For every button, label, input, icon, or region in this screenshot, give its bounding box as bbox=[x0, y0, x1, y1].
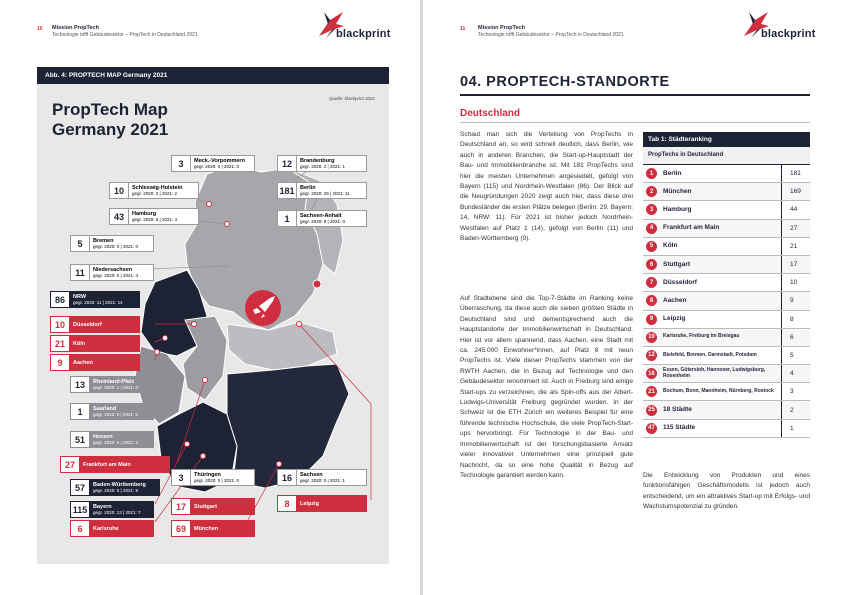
city-name: Bielefeld, Bremen, Darmstadt, Potsdam bbox=[663, 351, 757, 358]
label-region: Thüringen bbox=[194, 472, 221, 478]
label-count: 12 bbox=[278, 156, 297, 171]
label-count: 51 bbox=[71, 432, 90, 447]
label-region: Baden-Württemberg bbox=[93, 482, 146, 488]
label-founded: gegr. 2020: 0 | 2021: 1 bbox=[300, 478, 345, 483]
city-name: Karlsruhe, Freiburg im Breisgau bbox=[663, 333, 740, 340]
city-count: 27 bbox=[781, 220, 810, 237]
running-subtitle: Technologie trifft Gebäudesektor – PropTech in Deutschland 2021 bbox=[478, 32, 624, 38]
label-count: 17 bbox=[172, 499, 191, 514]
label-count: 10 bbox=[110, 183, 129, 198]
label-text bbox=[90, 432, 153, 447]
city-count: 3 bbox=[781, 383, 810, 400]
table-row bbox=[643, 329, 810, 347]
table-title: Tab 1: Städteranking bbox=[643, 132, 810, 147]
logo-text: blackprint bbox=[336, 28, 391, 40]
table-row bbox=[643, 401, 810, 419]
label-founded: gegr. 2020: 0 | 2021: 0 bbox=[93, 244, 138, 249]
blackprint-logo bbox=[741, 10, 841, 46]
label-text bbox=[297, 156, 366, 171]
city-name: Hamburg bbox=[663, 205, 692, 213]
label-region: Saarland bbox=[93, 406, 117, 412]
table-row bbox=[643, 365, 810, 383]
label-region: München bbox=[194, 525, 219, 532]
table-row bbox=[643, 347, 810, 365]
label-count: 1 bbox=[278, 211, 297, 226]
map-label bbox=[171, 498, 255, 515]
paragraph-2: Auf Stadtebene sind die Top-7-Städte im Ranking keine Überraschung, da diese auch die sieben größten Städte in Deutschland sind und dementsprechend auch die Hauptstandorte der Immobilienwirtschaft in Deutschland. Hier ist vor allem spannend, dass Aachen, eine Stadt mit ca. 245.000 Einwohner*innen, auf Platz 8 mit neun PropTechs ist. Viele dieser PropTechs stammen von der RWTH Aachen, die in Bezug auf Technologie und den Gebäudesektor renommiert ist. Auch in Freiburg sind einige Start-ups zu verzeichnen, die als Spin-offs aus der Albert-Ludwigs-Universität Freiburg gegründet wurden. In der Schweiz ist die ETH Zürich ein weiteres Beispiel für eine führende technische Hochschule, die viele PropTech-Start-ups hervorbringt. Für Technologie in der Bau- und Immobilienwirtschaft ist der forschungsbasierte Ansatz vieler innovativer Unternehmen eine prinzipiell gute Nachricht, da so eine hohe Qualität in Bezug auf Technologie garantiert werden kann. bbox=[460, 295, 633, 479]
label-text bbox=[191, 470, 254, 485]
city-count: 2 bbox=[781, 401, 810, 418]
city-ranking-table bbox=[643, 132, 810, 452]
label-region: Köln bbox=[73, 340, 86, 347]
table-row bbox=[643, 183, 810, 201]
city-name: 18 Städte bbox=[663, 406, 692, 414]
source-note: Quelle: blackprint 2021 bbox=[328, 96, 375, 101]
label-count: 57 bbox=[71, 480, 90, 495]
label-region: Aachen bbox=[73, 359, 93, 366]
map-label bbox=[50, 354, 140, 371]
label-region: Hamburg bbox=[132, 211, 157, 217]
label-founded: gegr. 2020: 6 | 2021: 9 bbox=[93, 488, 138, 493]
label-region: Karlsruhe bbox=[93, 525, 119, 532]
label-text bbox=[297, 183, 366, 198]
city-count: 44 bbox=[781, 201, 810, 218]
label-region: Hessen bbox=[93, 434, 113, 440]
rank-badge: 16 bbox=[646, 368, 657, 379]
thueringen-sachsen-region bbox=[227, 322, 337, 370]
map-label bbox=[171, 155, 255, 172]
section-rule bbox=[460, 122, 810, 123]
table-row bbox=[643, 165, 810, 183]
city-name: Berlin bbox=[663, 169, 682, 177]
table-subheader: PropTechs in Deutschland bbox=[643, 147, 810, 165]
label-count: 21 bbox=[51, 336, 70, 351]
label-count: 16 bbox=[278, 470, 297, 485]
city-count: 5 bbox=[781, 347, 810, 364]
map-label bbox=[70, 479, 160, 496]
label-text bbox=[191, 521, 254, 536]
label-text bbox=[129, 209, 198, 224]
label-text bbox=[70, 317, 139, 332]
paragraph-1: Schaut man sich die Verteilung von PropTechs in Deutschland an, so wird schnell deutlich, dass Berlin, wie auch in anderen Branchen, die Start-up-Hauptstadt der Bau- und Immobilienbranche ist. Mit 181 PropTechs sind hier die meisten Unternehmen angesiedelt, gefolgt von Bayern (115) und Nordrhein-Westfalen (86). Der Blick auf die Neugründungen 2020 zeigt auch hier, dass diese drei Bundesländer die ersten Plätze belegen (Berlin: 29, Bayern: 14, NRW: 11). Für 2021 ist bisher jedoch Nordrhein-Westfalen auf Platz 1 (14), gefolgt von Berlin (11) und Baden-Württemberg (9). bbox=[460, 131, 633, 243]
rank-badge: 1 bbox=[646, 168, 657, 179]
rank-badge: 3 bbox=[646, 204, 657, 215]
city-count: 4 bbox=[781, 365, 810, 382]
label-founded: gegr. 2020: 2 | 2021: 1 bbox=[300, 164, 345, 169]
label-text bbox=[297, 470, 366, 485]
label-region: Bayern bbox=[93, 504, 112, 510]
label-region: Frankfurt am Main bbox=[83, 461, 131, 468]
city-count: 8 bbox=[781, 311, 810, 328]
label-founded: gegr. 2020: 6 | 2021: 3 bbox=[93, 440, 138, 445]
rank-badge: 12 bbox=[646, 350, 657, 361]
map-label bbox=[70, 264, 154, 281]
label-text bbox=[129, 183, 198, 198]
blackprint-logo bbox=[316, 10, 416, 46]
paragraph-3: Die Entwicklung von Produkten und eines funktionsfähigen Geschäftsmodells ist jedoch auch entscheidend, um ein attraktives Start-up mit Erfolgs- und Wachstumspotenzial zu gründen. bbox=[643, 472, 810, 511]
label-founded: gegr. 2020: 13 | 2021: 7 bbox=[93, 510, 141, 515]
label-region: Leipzig bbox=[300, 500, 319, 507]
label-founded: gegr. 2020: 0 | 2021: 0 bbox=[194, 478, 239, 483]
label-count: 6 bbox=[71, 521, 90, 536]
city-name: München bbox=[663, 187, 692, 195]
label-founded: gegr. 2020: 0 | 2021: 0 bbox=[194, 164, 239, 169]
label-count: 8 bbox=[278, 496, 297, 511]
city-count: 181 bbox=[781, 165, 810, 182]
label-count: 86 bbox=[51, 292, 70, 307]
map-label bbox=[70, 403, 154, 420]
map-title: PropTech Map Germany 2021 bbox=[52, 100, 169, 139]
label-text bbox=[80, 457, 169, 472]
map-label bbox=[50, 316, 140, 333]
label-text bbox=[90, 377, 153, 392]
table-row bbox=[643, 292, 810, 310]
map-label bbox=[277, 210, 367, 227]
label-text bbox=[70, 292, 139, 307]
table-row bbox=[643, 238, 810, 256]
label-count: 11 bbox=[71, 265, 90, 280]
hessen-region bbox=[183, 316, 227, 400]
city-count: 169 bbox=[781, 183, 810, 200]
map-label bbox=[109, 208, 199, 225]
label-founded: gegr. 2020: 11 | 2021: 14 bbox=[73, 300, 123, 305]
city-name: Düsseldorf bbox=[663, 278, 697, 286]
label-count: 5 bbox=[71, 236, 90, 251]
city-name: Leipzig bbox=[663, 315, 686, 323]
label-founded: gegr. 2020: 29 | 2021: 11 bbox=[300, 191, 350, 196]
label-count: 43 bbox=[110, 209, 129, 224]
rank-badge: 2 bbox=[646, 186, 657, 197]
running-subtitle: Technologie trifft Gebäudesektor – PropTech in Deutschland 2021 bbox=[52, 32, 198, 38]
map-label bbox=[277, 469, 367, 486]
map-label bbox=[70, 520, 154, 537]
city-count: 17 bbox=[781, 256, 810, 273]
rank-badge: 7 bbox=[646, 277, 657, 288]
logo-text: blackprint bbox=[761, 28, 816, 40]
table-row bbox=[643, 220, 810, 238]
map-label bbox=[277, 495, 367, 512]
map-label bbox=[70, 431, 154, 448]
label-count: 3 bbox=[172, 470, 191, 485]
proptech-map-figure bbox=[37, 84, 389, 564]
rank-badge: 9 bbox=[646, 314, 657, 325]
table-body bbox=[643, 165, 810, 438]
label-count: 3 bbox=[172, 156, 191, 171]
label-region: Bremen bbox=[93, 238, 114, 244]
city-count: 10 bbox=[781, 274, 810, 291]
label-text bbox=[191, 499, 254, 514]
city-name: Stuttgart bbox=[663, 260, 691, 268]
city-name: Frankfurt am Main bbox=[663, 224, 720, 232]
label-text bbox=[297, 211, 366, 226]
table-row bbox=[643, 311, 810, 329]
label-count: 69 bbox=[172, 521, 191, 536]
page-number: 11 bbox=[460, 26, 466, 32]
label-text bbox=[70, 355, 139, 370]
label-count: 115 bbox=[71, 502, 90, 517]
label-text bbox=[90, 480, 159, 495]
label-founded: gegr. 2020: 0 | 2021: 4 bbox=[93, 273, 138, 278]
rank-badge: 6 bbox=[646, 259, 657, 270]
label-text bbox=[90, 236, 153, 251]
city-count: 6 bbox=[781, 329, 810, 346]
rank-badge: 10 bbox=[646, 332, 657, 343]
chapter-heading: 04. PROPTECH-STANDORTE bbox=[460, 74, 670, 90]
rank-badge: 5 bbox=[646, 241, 657, 252]
label-region: Düsseldorf bbox=[73, 321, 102, 328]
label-region: Sachsen bbox=[300, 472, 323, 478]
table-row bbox=[643, 420, 810, 438]
map-label bbox=[70, 235, 154, 252]
city-count: 9 bbox=[781, 292, 810, 309]
map-label bbox=[171, 469, 255, 486]
berlin-dot bbox=[313, 280, 321, 288]
label-region: Berlin bbox=[300, 185, 316, 191]
map-label bbox=[60, 456, 170, 473]
left-page bbox=[0, 0, 420, 595]
label-region: Meck.-Vorpommern bbox=[194, 158, 245, 164]
label-text bbox=[90, 404, 153, 419]
city-name: Essen, Gütersloh, Hannover, Ludwigsburg, Rosenheim bbox=[663, 367, 766, 379]
running-title: Mission PropTech bbox=[52, 25, 99, 31]
label-text bbox=[90, 521, 153, 536]
label-text bbox=[191, 156, 254, 171]
rank-badge: 25 bbox=[646, 405, 657, 416]
map-label bbox=[70, 501, 154, 518]
chapter-rule bbox=[460, 94, 810, 96]
map-label bbox=[109, 182, 199, 199]
city-count: 1 bbox=[781, 420, 810, 437]
map-label bbox=[50, 335, 140, 352]
label-founded: gegr. 2020: 1 | 2021: 0 bbox=[93, 385, 138, 390]
label-founded: gegr. 2020: 0 | 2021: 0 bbox=[93, 412, 138, 417]
rank-badge: 21 bbox=[646, 386, 657, 397]
label-count: 1 bbox=[71, 404, 90, 419]
label-text bbox=[90, 265, 153, 280]
rank-badge: 4 bbox=[646, 223, 657, 234]
table-row bbox=[643, 383, 810, 401]
label-founded: gegr. 2020: 0 | 2021: 0 bbox=[300, 219, 345, 224]
label-founded: gegr. 2020: 2 | 2021: 2 bbox=[132, 191, 177, 196]
map-label bbox=[277, 155, 367, 172]
table-row bbox=[643, 256, 810, 274]
label-founded: gegr. 2020: 6 | 2021: 4 bbox=[132, 217, 177, 222]
label-region: Brandenburg bbox=[300, 158, 335, 164]
rank-badge: 8 bbox=[646, 295, 657, 306]
map-label bbox=[277, 182, 367, 199]
running-title: Mission PropTech bbox=[478, 25, 525, 31]
city-count: 21 bbox=[781, 238, 810, 255]
label-region: Rheinland-Pfalz bbox=[93, 379, 135, 385]
label-text bbox=[297, 496, 366, 511]
label-count: 13 bbox=[71, 377, 90, 392]
label-count: 181 bbox=[278, 183, 297, 198]
map-label bbox=[50, 291, 140, 308]
label-region: Sachsen-Anhalt bbox=[300, 213, 342, 219]
label-text bbox=[90, 502, 153, 517]
table-row bbox=[643, 274, 810, 292]
rank-badge: 47 bbox=[646, 423, 657, 434]
map-label bbox=[70, 376, 154, 393]
figure-caption: Abb. 4: PROPTECH MAP Germany 2021 bbox=[37, 67, 389, 84]
label-text bbox=[70, 336, 139, 351]
right-page bbox=[423, 0, 843, 595]
city-name: Aachen bbox=[663, 296, 687, 304]
label-count: 9 bbox=[51, 355, 70, 370]
label-count: 10 bbox=[51, 317, 70, 332]
city-name: Bochum, Bonn, Mannheim, Nürnberg, Rostock bbox=[663, 388, 774, 395]
label-region: Schleswig-Holstein bbox=[132, 185, 183, 191]
label-region: Stuttgart bbox=[194, 503, 217, 510]
city-name: Köln bbox=[663, 242, 678, 250]
label-region: NRW bbox=[73, 294, 87, 300]
label-region: Niedersachsen bbox=[93, 267, 133, 273]
section-heading: Deutschland bbox=[460, 108, 521, 119]
map-label bbox=[171, 520, 255, 537]
table-row bbox=[643, 201, 810, 219]
label-count: 27 bbox=[61, 457, 80, 472]
page-number: 10 bbox=[37, 26, 43, 32]
city-name: 115 Städte bbox=[663, 424, 696, 432]
